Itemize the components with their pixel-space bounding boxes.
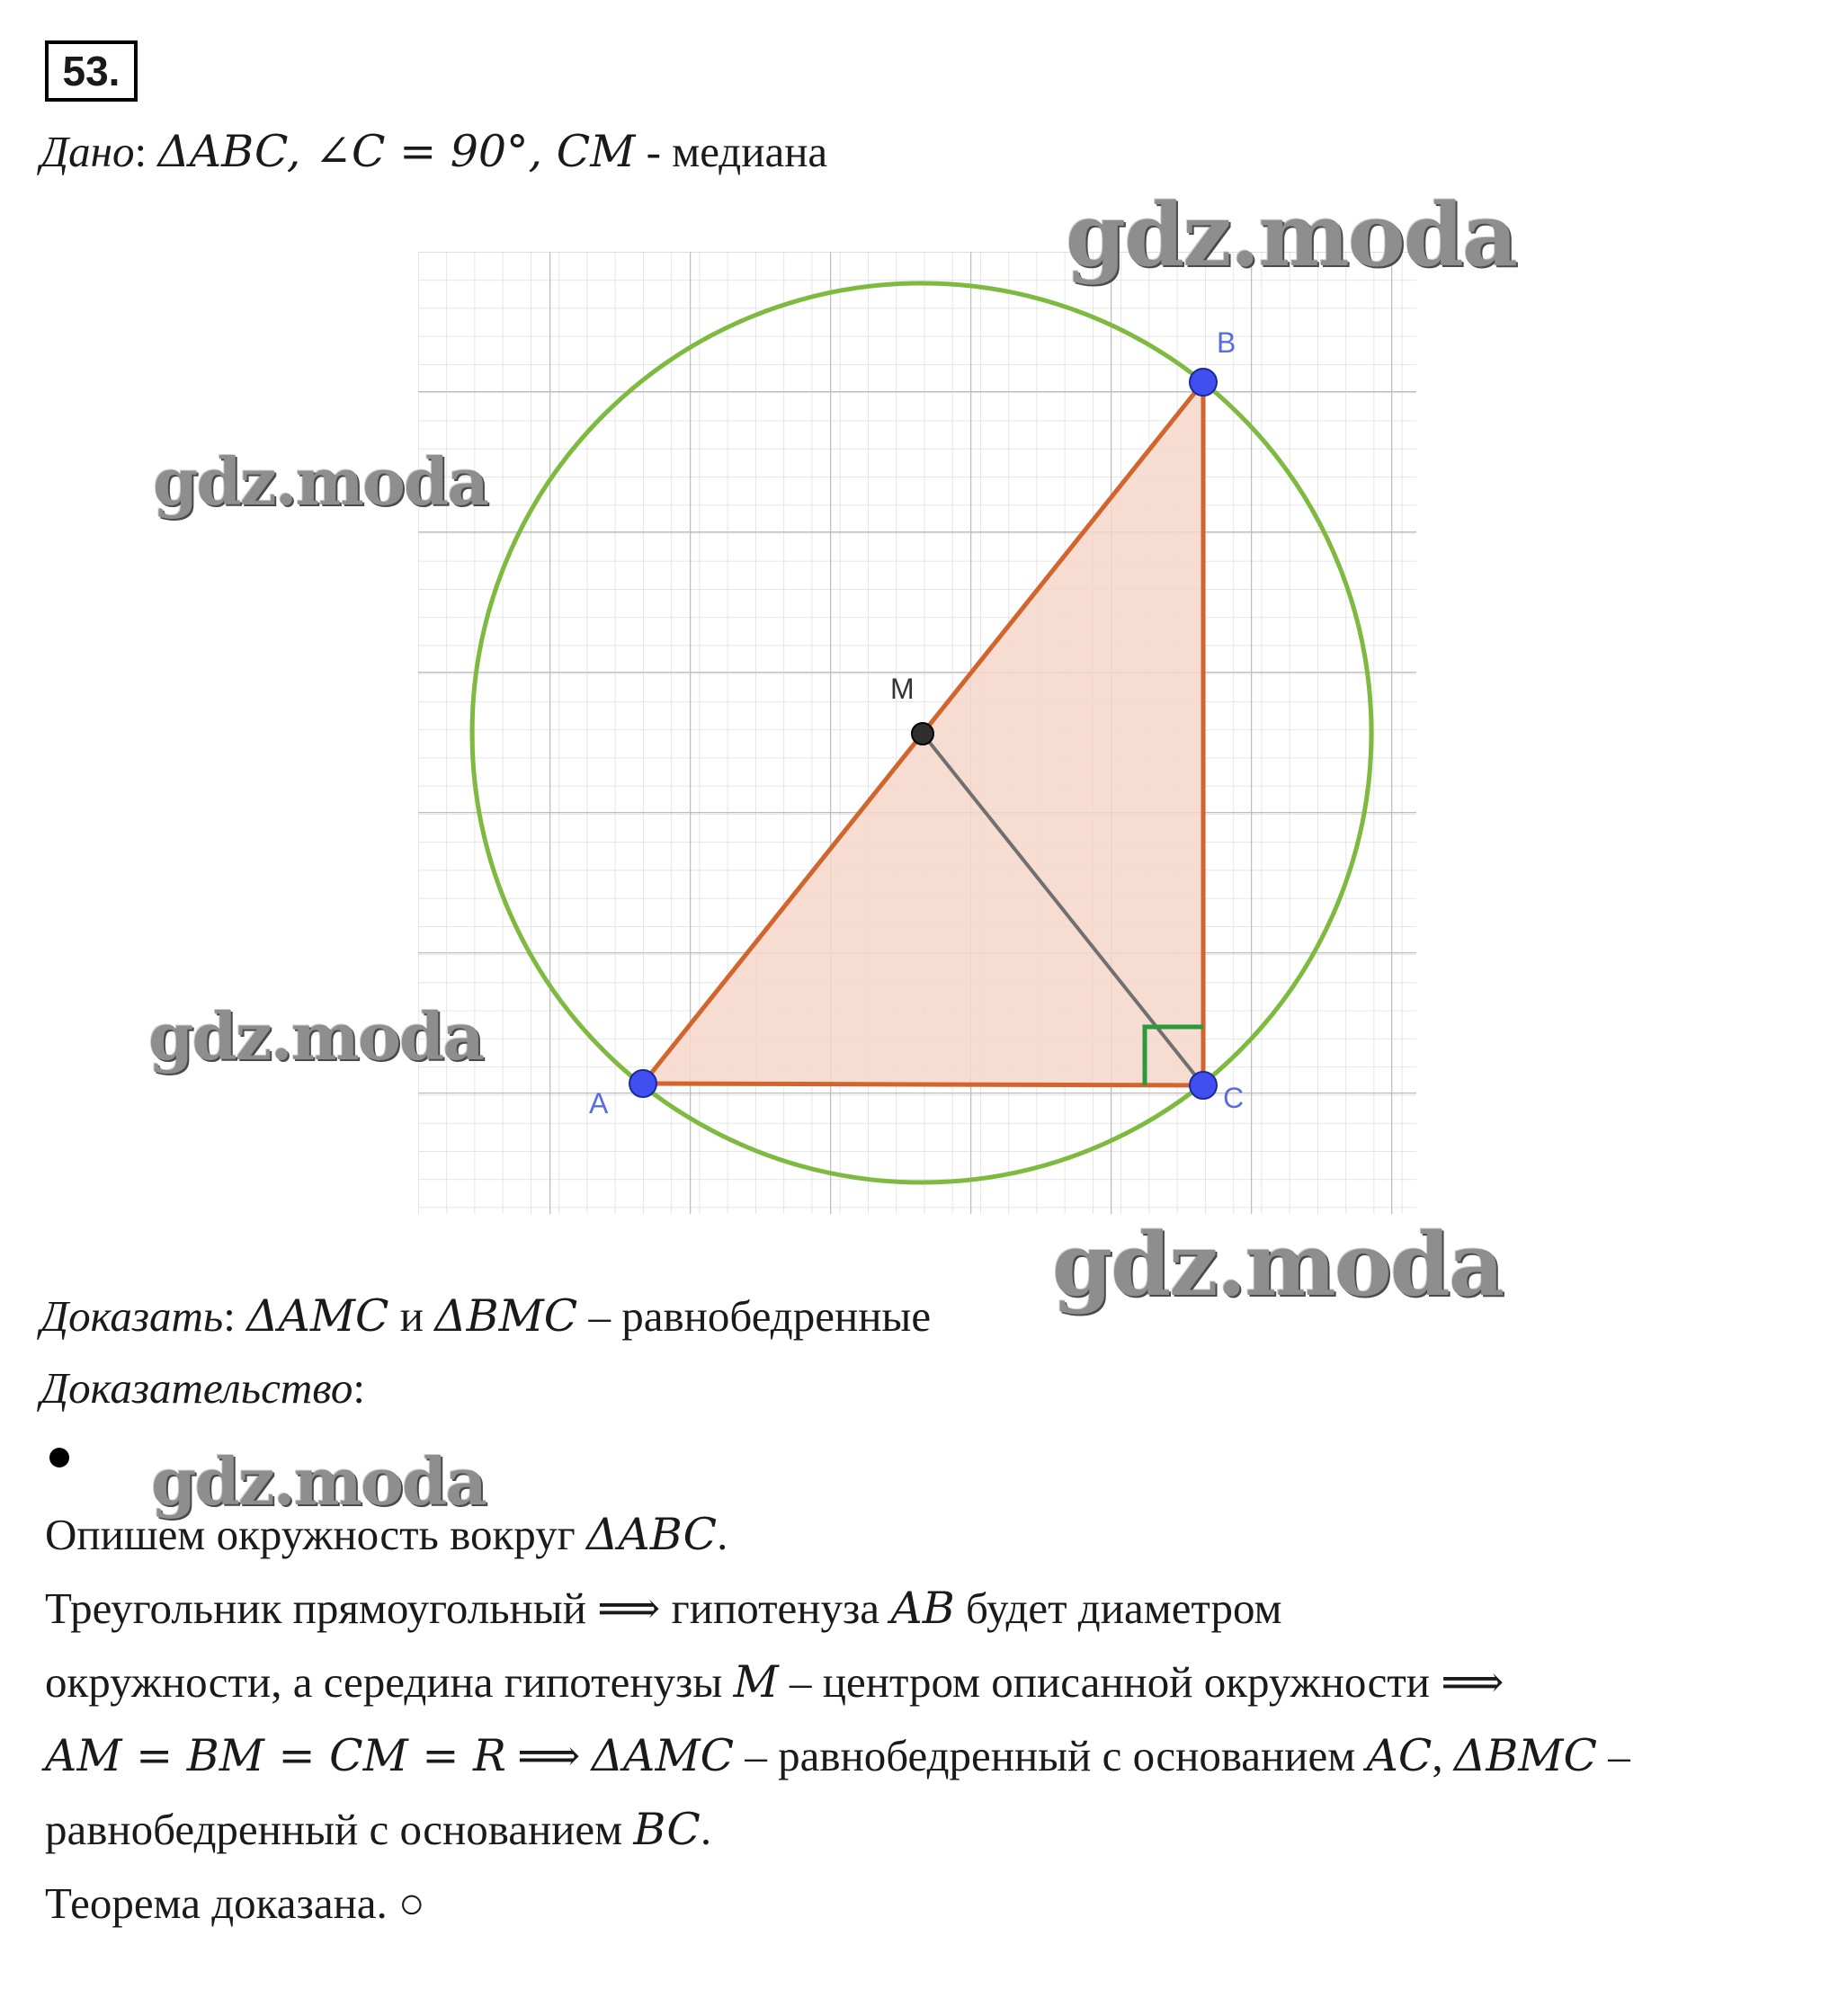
vertex-a (629, 1070, 656, 1097)
point-m (912, 723, 933, 745)
proof-line-4 (45, 1730, 1630, 1783)
given-rest: - медиана (635, 127, 828, 176)
prove-line: Доказать: ΔAMC и ΔBMC – равнобедренные (40, 1290, 932, 1342)
proof-math: AC (1366, 1730, 1433, 1781)
proof-text: , (1432, 1731, 1454, 1780)
proof-line-6 (45, 1878, 425, 1931)
proof-math: M (733, 1656, 779, 1708)
proof-text: Опишем окружность вокруг (45, 1510, 586, 1559)
label-b: B (1217, 326, 1236, 359)
proof-line-5: равнобедренный с основанием BC. (45, 1804, 712, 1855)
proof-label-line: Доказательство: (40, 1363, 365, 1413)
proof-text: – центром описанной окружности ⟹ (778, 1657, 1504, 1707)
proof-text: будет диаметром (954, 1583, 1282, 1633)
proof-math: ΔAMC (591, 1730, 735, 1781)
watermark: gdz.moda (1066, 184, 1517, 286)
prove-rest: – равнобедренные (577, 1291, 932, 1341)
vertex-b (1190, 369, 1217, 396)
given-label: Дано (40, 127, 135, 176)
label-a: A (589, 1087, 609, 1120)
proof-math: AM = BM = CM = R (45, 1730, 506, 1781)
proof-label: Доказательство (40, 1363, 353, 1413)
vertex-c (1190, 1072, 1217, 1099)
proof-line-2 (45, 1583, 1282, 1636)
proof-math: ΔBMC (1453, 1730, 1597, 1781)
label-c: C (1223, 1082, 1245, 1114)
proof-math: BC (633, 1804, 701, 1855)
proof-line-1: Опишем окружность вокруг ΔABC. (45, 1509, 728, 1560)
given-math: ΔABC, ∠C = 90°, CM (157, 126, 636, 177)
proof-text: – (1596, 1731, 1630, 1780)
problem-number: 53. (45, 40, 138, 102)
proof-text: окружности, а середина гипотенузы (45, 1657, 734, 1707)
label-m: M (890, 673, 915, 705)
prove-math-1: ΔAMC (246, 1290, 389, 1342)
proof-line-3 (45, 1656, 1504, 1709)
proof-text: – равнобедренный с основанием (734, 1731, 1367, 1780)
geometry-figure (418, 252, 1425, 1214)
watermark: gdz.moda (153, 443, 487, 520)
given-line: Дано: ΔABC, ∠C = 90°, CM - медиана (40, 126, 828, 177)
proof-text: ⟹ (505, 1731, 592, 1780)
proof-text: Теорема доказана. ○ (45, 1878, 425, 1928)
prove-mid: и (388, 1291, 435, 1341)
bullet-icon (49, 1448, 69, 1467)
proof-math: ΔABC (585, 1509, 718, 1560)
proof-text: равнобедренный с основанием (45, 1805, 634, 1854)
watermark: gdz.moda (148, 998, 483, 1075)
prove-math-2: ΔBMC (434, 1290, 578, 1342)
prove-label: Доказать (40, 1291, 224, 1341)
watermark: gdz.moda (1052, 1214, 1504, 1316)
leg-ac (643, 1084, 1203, 1085)
proof-math: AB (890, 1583, 955, 1634)
watermark: gdz.moda (151, 1443, 486, 1520)
proof-text: Треугольник прямоугольный ⟹ гипотенуза (45, 1583, 891, 1633)
